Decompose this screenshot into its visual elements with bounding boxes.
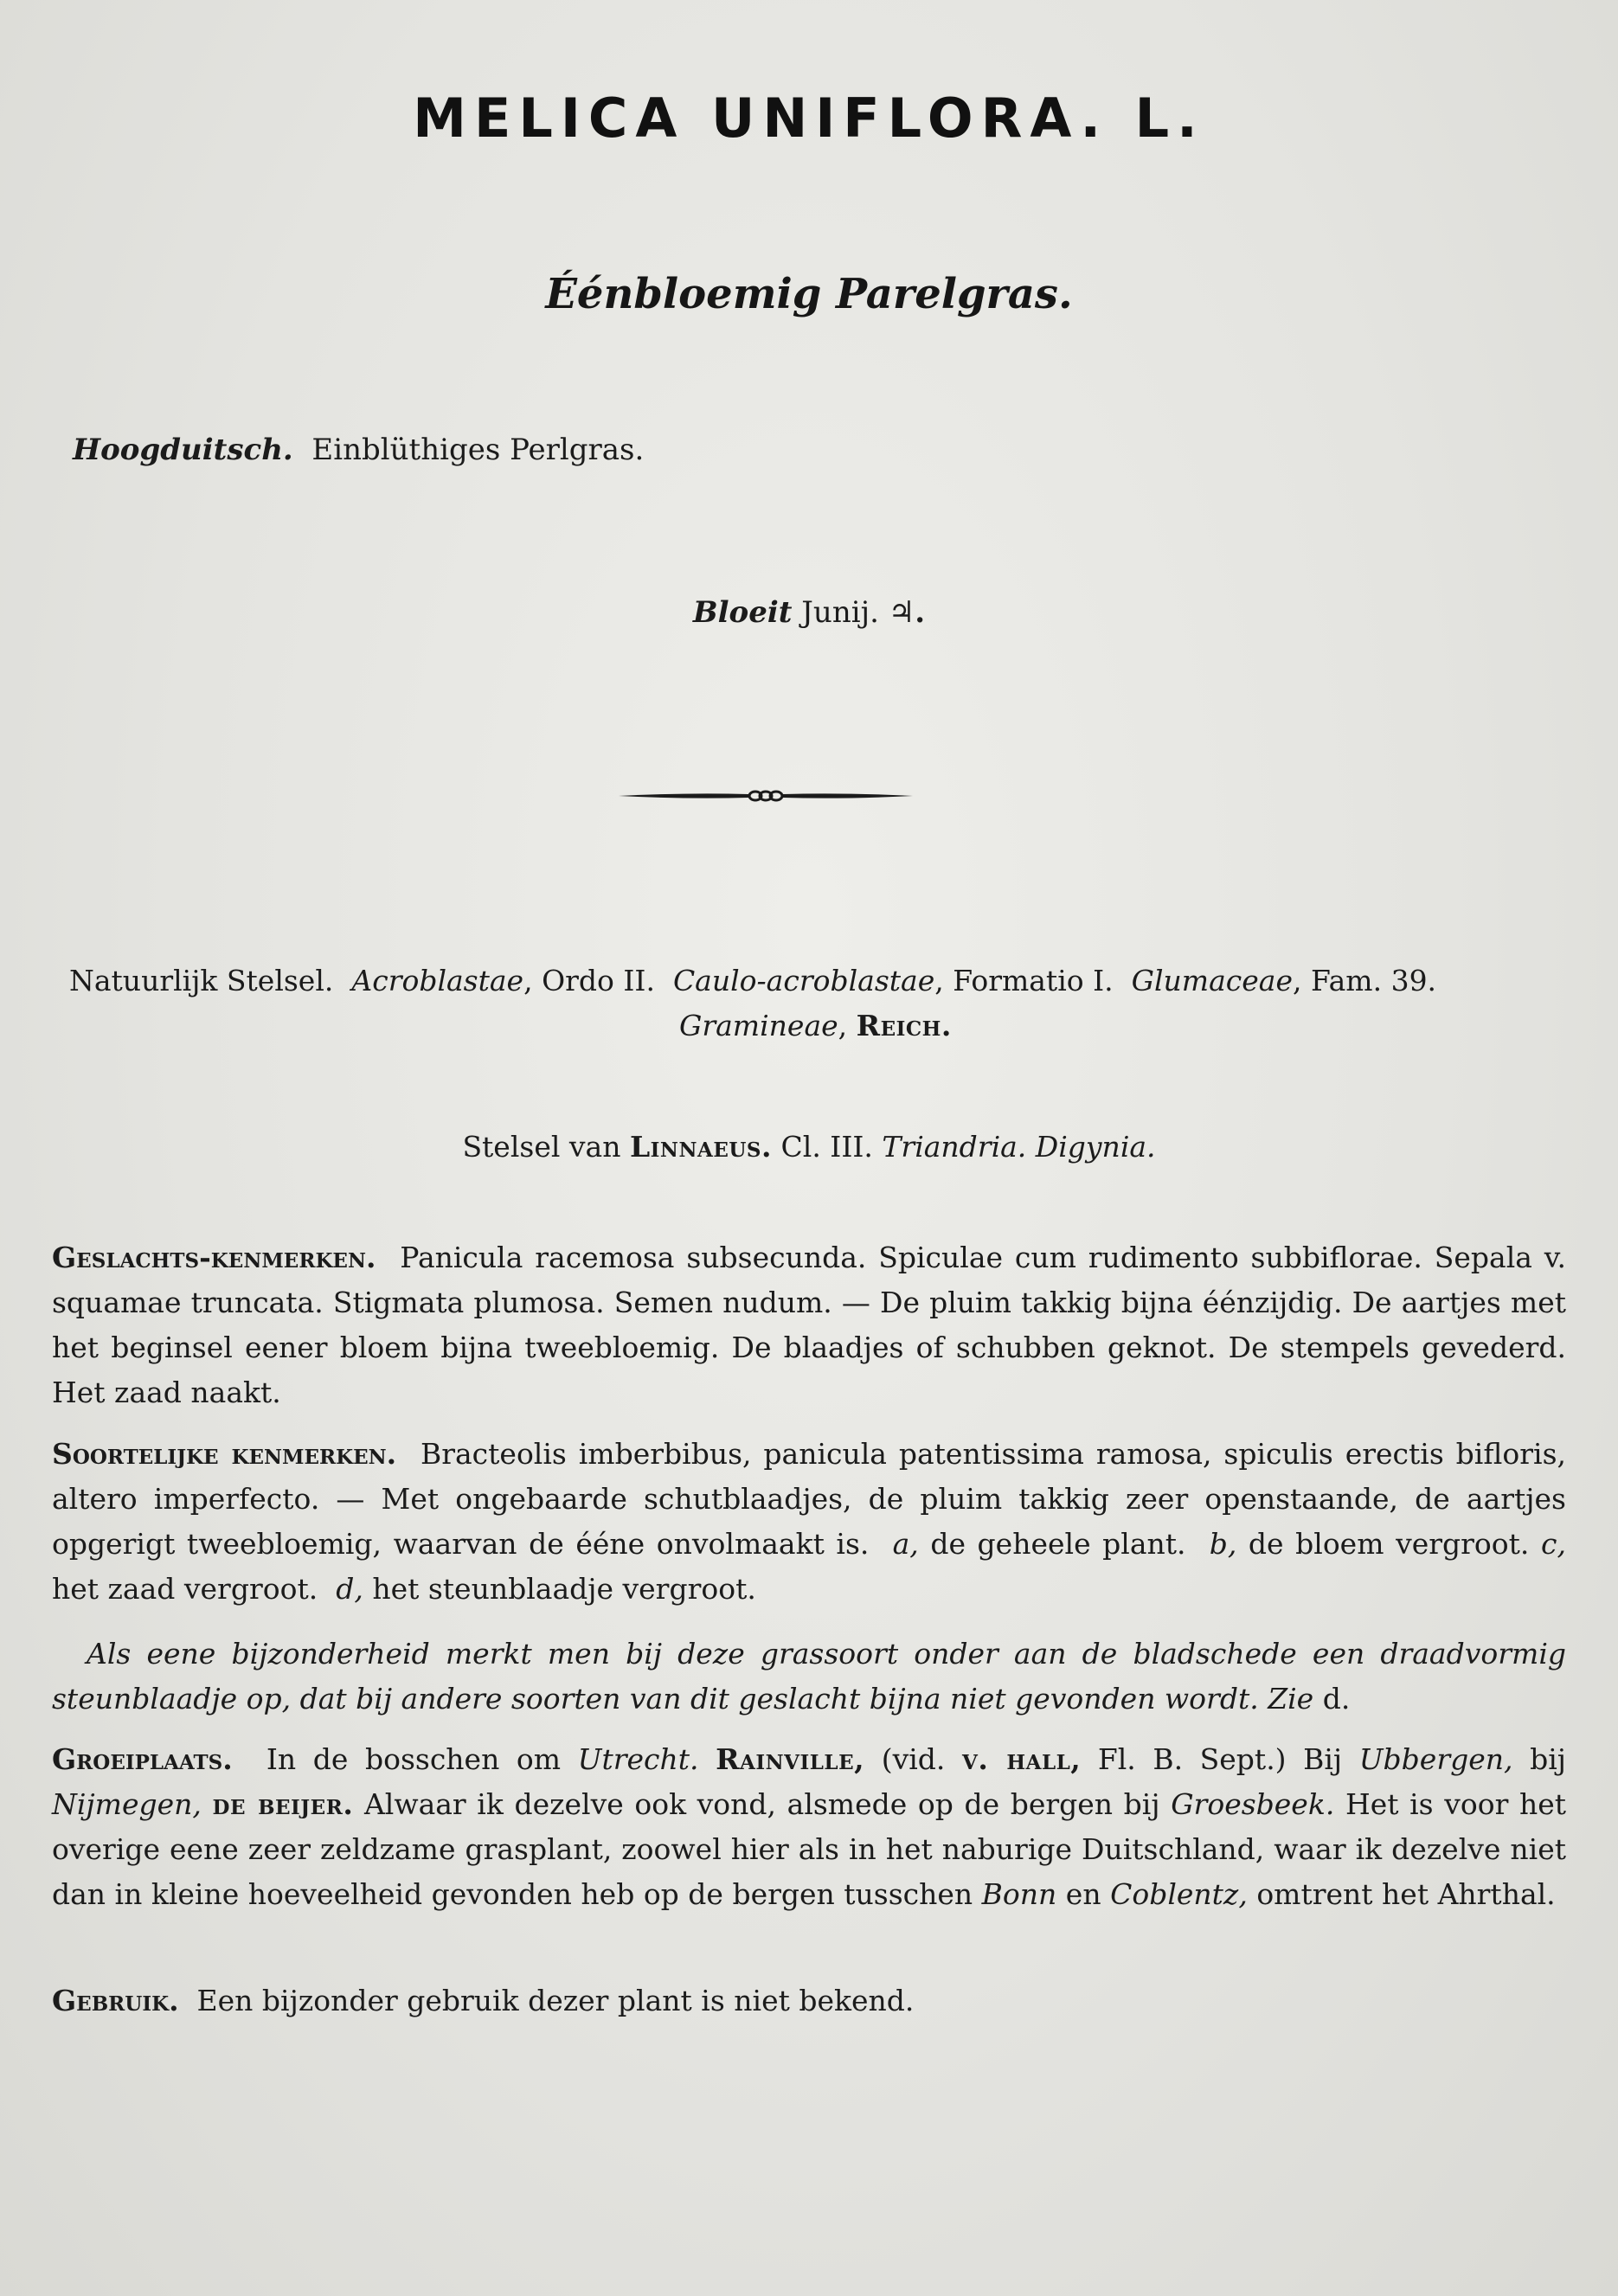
dutch-name: Éénbloemig Parelgras. (545, 270, 1073, 318)
special-note: Als eene bijzonderheid merkt men bij deze grassoort onder aan de bladschede een draadvormig steunblaadje op, dat bij andere soorten van dit geslacht bijna niet gevonden wordt. Zie d. (52, 1637, 1566, 1716)
genus-text: Panicula racemosa subsecunda. Spiculae cum rudimento subbiflorae. Sepala v. squamae truncata. Stigmata plumosa. Semen nudum. — De pluim takkig bijna éénzijdig. De aartjes met het beginsel eener bloem bijna tweebloemig. De blaadjes of schubben geknot. De stempels gevederd. Het zaad naakt. (52, 1241, 1566, 1409)
flowering-month: Junij. (801, 595, 879, 630)
natural-system-line-2: Gramineae, Reich. (679, 1009, 952, 1042)
german-label: Hoogduitsch. (73, 433, 293, 467)
page-title: MELICA UNIFLORA. L. (413, 87, 1205, 150)
habitat-label: Groeiplaats. (52, 1742, 233, 1776)
linnaeus-system: Stelsel van Linnaeus. Cl. III. Triandria. Digynia. (462, 1130, 1156, 1164)
species-text: Bracteolis imberbibus, panicula patentissima ramosa, spiculis erectis bifloris, altero imperfecto. — Met ongebaarde schutblaadjes, de pluim takkig zeer openstaande, de aartjes opgerigt tweebloemig, waarvan de ééne onvolmaakt is. (52, 1437, 1566, 1561)
ornament-divider-icon (619, 779, 913, 813)
german-name: Einblüthiges Perlgras. (311, 433, 645, 467)
flowering-label: Bloeit (692, 595, 793, 630)
species-label: Soortelijke kenmerken. (52, 1437, 397, 1471)
flowering-line (0, 595, 1618, 630)
natural-system (52, 959, 1583, 1049)
usage-text: Een bijzonder gebruik dezer plant is niet bekend. (196, 1984, 915, 2017)
species-characteristics: Soortelijke kenmerken. Bracteolis imberbibus, panicula patentissima ramosa, spiculis erectis bifloris, altero imperfecto. — Met ongebaarde schutblaadjes, de pluim takkig zeer openstaande, de aartjes opgerigt tweebloemig, waarvan de ééne onvolmaakt is. a, de geheele plant. b, de bloem vergroot. c, het zaad vergroot. d, het steunblaadje vergroot. (52, 1437, 1566, 1606)
usage-label: Gebruik. (52, 1984, 179, 2017)
german-name-line (73, 433, 644, 467)
usage (52, 1979, 1566, 2023)
genus-label: Geslachts-kenmerken. (52, 1241, 376, 1274)
natural-system-line-1: Natuurlijk Stelsel. Acroblastae, Ordo II. Caulo-acroblastae, Formatio I. Glumaceae, Fam. 39. (69, 964, 1437, 997)
genus-characteristics (52, 1235, 1566, 1415)
habitat: Groeiplaats. In de bosschen om Utrecht. Rainville, (vid. v. hall, Fl. B. Sept.) Bij Ubbergen, bij Nijmegen, de beijer. Alwaar ik dezelve ook vond, alsmede op de bergen bij Groesbeek. Het is voor het overige eene zeer zeldzame grasplant, zoowel hier als in het naburige Duitschland, waar ik dezelve niet dan in kleine hoeveelheid gevonden heb op de bergen tusschen Bonn en Coblentz, omtrent het Ahrthal. (52, 1742, 1567, 1911)
perennial-symbol: ♃. (888, 595, 926, 630)
